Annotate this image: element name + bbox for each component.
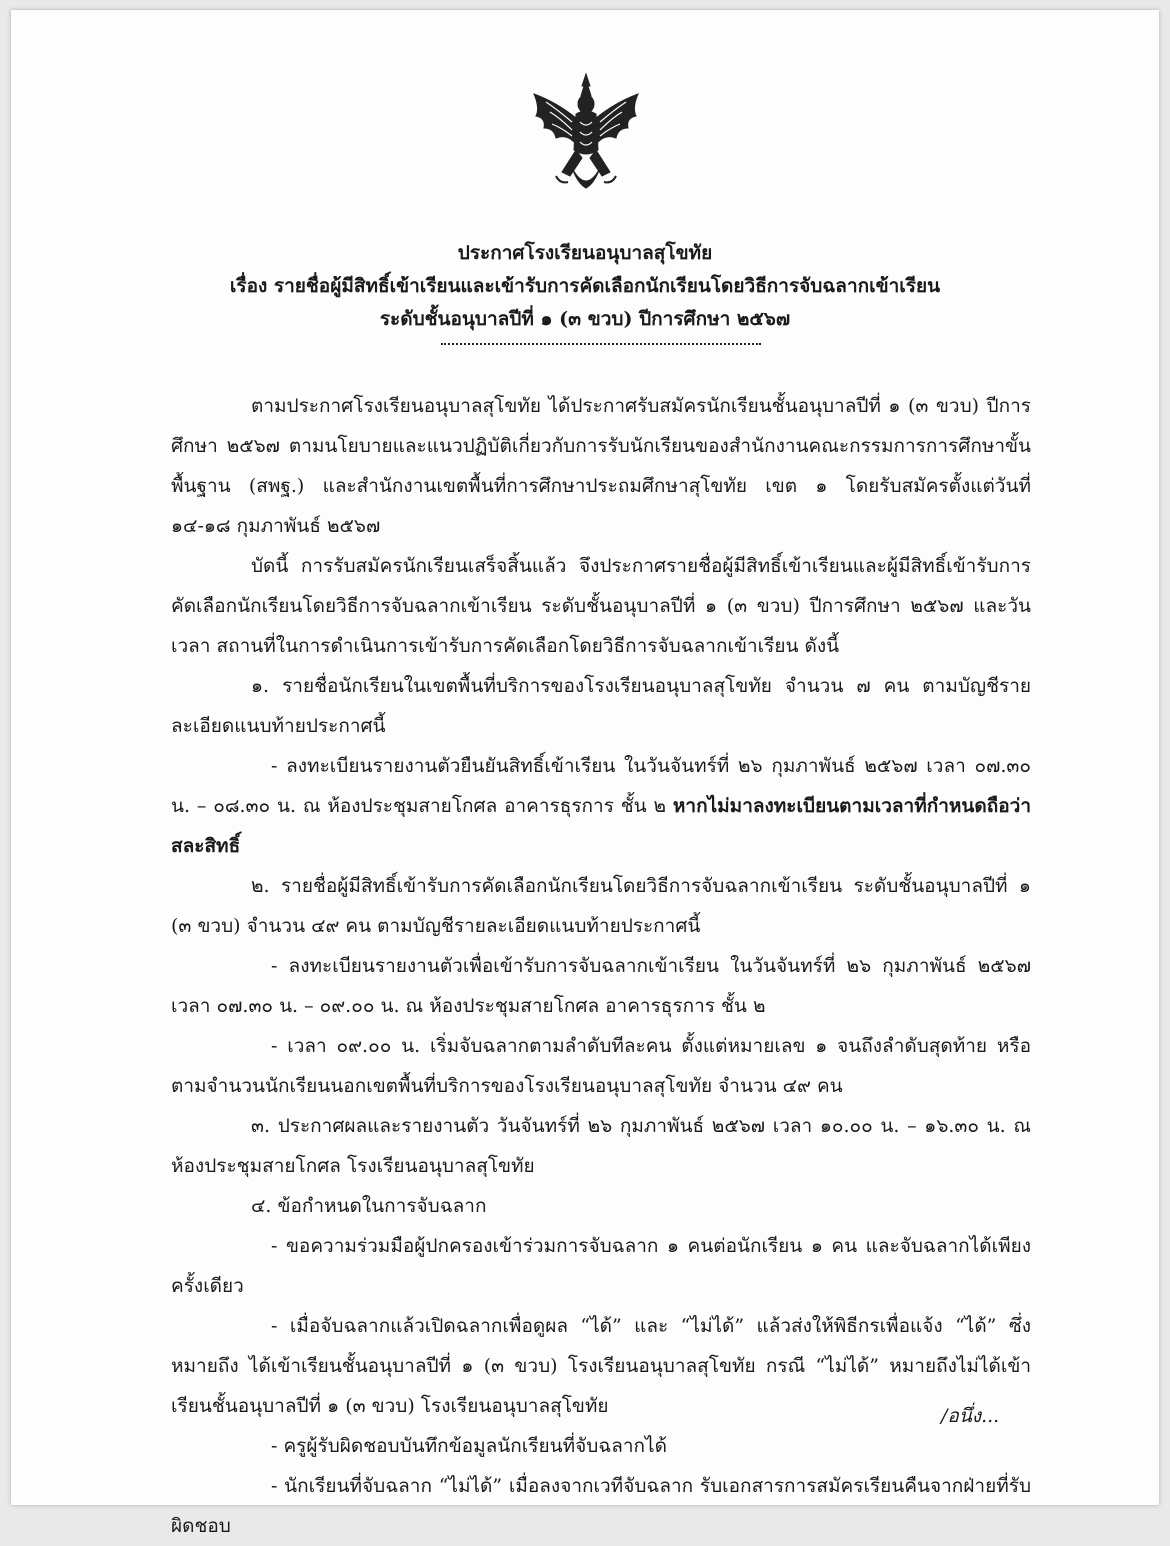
item-1-detail-text: - ลงทะเบียนรายงานตัวยืนยันสิทธิ์เข้าเรียน ในวันจันทร์ที่ ๒๖ กุมภาพันธ์ ๒๕๖๗ เวลา ๐๗.๓๐ น. – ๐๘.๓๐ น. ณ ห้องประชุมสายโกศล อาคารธุรการ ชั้น ๒: [171, 755, 1031, 817]
document-page: [11, 10, 1159, 1537]
item-2: ๒. รายชื่อผู้มีสิทธิ์เข้ารับการคัดเลือกนักเรียนโดยวิธีการจับฉลากเข้าเรียน ระดับชั้นอนุบาลปีที่ ๑ (๓ ขวบ) จำนวน ๔๙ คน ตามบัญชีรายละเอียดแนบท้ายประกาศนี้: [171, 875, 1031, 937]
item-4-rule-b: - เมื่อจับฉลากแล้วเปิดฉลากเพื่อดูผล “ได้” และ “ไม่ได้” แล้วส่งให้พิธีกรเพื่อแจ้ง “ได้” ซึ่งหมายถึง ได้เข้าเรียนชั้นอนุบาลปีที่ ๑ (๓ ขวบ) โรงเรียนอนุบาลสุโขทัย กรณี “ไม่ได้” หมายถึงไม่ได้เข้าเรียนชั้นอนุบาลปีที่ ๑ (๓ ขวบ) โรงเรียนอนุบาลสุโขทัย: [171, 1315, 1031, 1417]
announcement-level: ระดับชั้นอนุบาลปีที่ ๑ (๓ ขวบ) ปีการศึกษา ๒๕๖๗: [379, 308, 791, 330]
paragraph-intro: ตามประกาศโรงเรียนอนุบาลสุโขทัย ได้ประกาศรับสมัครนักเรียนชั้นอนุบาลปีที่ ๑ (๓ ขวบ) ปีการศึกษา ๒๕๖๗ ตามนโยบายและแนวปฏิบัติเกี่ยวกับการรับนักเรียนของสำนักงานคณะกรรมการการศึกษาขั้นพื้นฐาน (สพฐ.) และสำนักงานเขตพื้นที่การศึกษาประถมศึกษาสุโขทัย เขต ๑ โดยรับสมัครตั้งแต่วันที่ ๑๔-๑๘ กุมภาพันธ์ ๒๕๖๗: [171, 395, 1031, 537]
item-4-rule-a: - ขอความร่วมมือผู้ปกครองเข้าร่วมการจับฉลาก ๑ คนต่อนักเรียน ๑ คน และจับฉลากได้เพียงครั้งเดียว: [171, 1235, 1031, 1297]
garuda-emblem-icon: [526, 72, 646, 202]
announcement-body: [171, 386, 1031, 1546]
item-4-rule-d: - นักเรียนที่จับฉลาก “ไม่ได้” เมื่อลงจากเวทีจับฉลาก รับเอกสารการสมัครเรียนคืนจากฝ่ายที่รับผิดชอบ: [171, 1475, 1031, 1537]
item-1-detail: [171, 746, 1031, 866]
item-1: ๑. รายชื่อนักเรียนในเขตพื้นที่บริการของโรงเรียนอนุบาลสุโขทัย จำนวน ๗ คน ตามบัญชีรายละเอียดแนบท้ายประกาศนี้: [171, 675, 1031, 737]
item-3: ๓. ประกาศผลและรายงานตัว วันจันทร์ที่ ๒๖ กุมภาพันธ์ ๒๕๖๗ เวลา ๑๐.๐๐ น. – ๑๖.๓๐ น. ณ ห้องประชุมสายโกศล โรงเรียนอนุบาลสุโขทัย: [171, 1115, 1031, 1177]
paragraph-announcement: บัดนี้ การรับสมัครนักเรียนเสร็จสิ้นแล้ว จึงประกาศรายชื่อผู้มีสิทธิ์เข้าเรียนและผู้มีสิทธิ์เข้ารับการคัดเลือกนักเรียนโดยวิธีการจับฉลากเข้าเรียน ระดับชั้นอนุบาลปีที่ ๑ (๓ ขวบ) ปีการศึกษา ๒๕๖๗ และวัน เวลา สถานที่ในการดำเนินการเข้ารับการคัดเลือกโดยวิธีการจับฉลากเข้าเรียน ดังนี้: [171, 555, 1031, 657]
item-1-forfeit-note: หากไม่มาลงทะเบียนตามเวลาที่กำหนดถือว่าสละสิทธิ์: [171, 795, 1031, 857]
announcement-org-title: ประกาศโรงเรียนอนุบาลสุโขทัย: [457, 242, 713, 264]
announcement-subject: เรื่อง รายชื่อผู้มีสิทธิ์เข้าเรียนและเข้ารับการคัดเลือกนักเรียนโดยวิธีการจับฉลากเข้าเรียน: [229, 275, 941, 297]
item-4: ๔. ข้อกำหนดในการจับฉลาก: [251, 1195, 487, 1217]
continuation-marker: /อนึ่ง...: [941, 1405, 1000, 1427]
item-2-draw-time: - เวลา ๐๙.๐๐ น. เริ่มจับฉลากตามลำดับทีละคน ตั้งแต่หมายเลข ๑ จนถึงลำดับสุดท้าย หรือตามจำนวนนักเรียนนอกเขตพื้นที่บริการของโรงเรียนอนุบาลสุโขทัย จำนวน ๔๙ คน: [171, 1035, 1031, 1097]
item-2-registration: - ลงทะเบียนรายงานตัวเพื่อเข้ารับการจับฉลากเข้าเรียน ในวันจันทร์ที่ ๒๖ กุมภาพันธ์ ๒๕๖๗ เวลา ๐๗.๓๐ น. – ๐๙.๐๐ น. ณ ห้องประชุมสายโกศล อาคารธุรการ ชั้น ๒: [171, 955, 1031, 1017]
dotted-divider: [441, 343, 761, 345]
item-4-rule-c: - ครูผู้รับผิดชอบบันทึกข้อมูลนักเรียนที่จับฉลากได้: [271, 1435, 667, 1457]
